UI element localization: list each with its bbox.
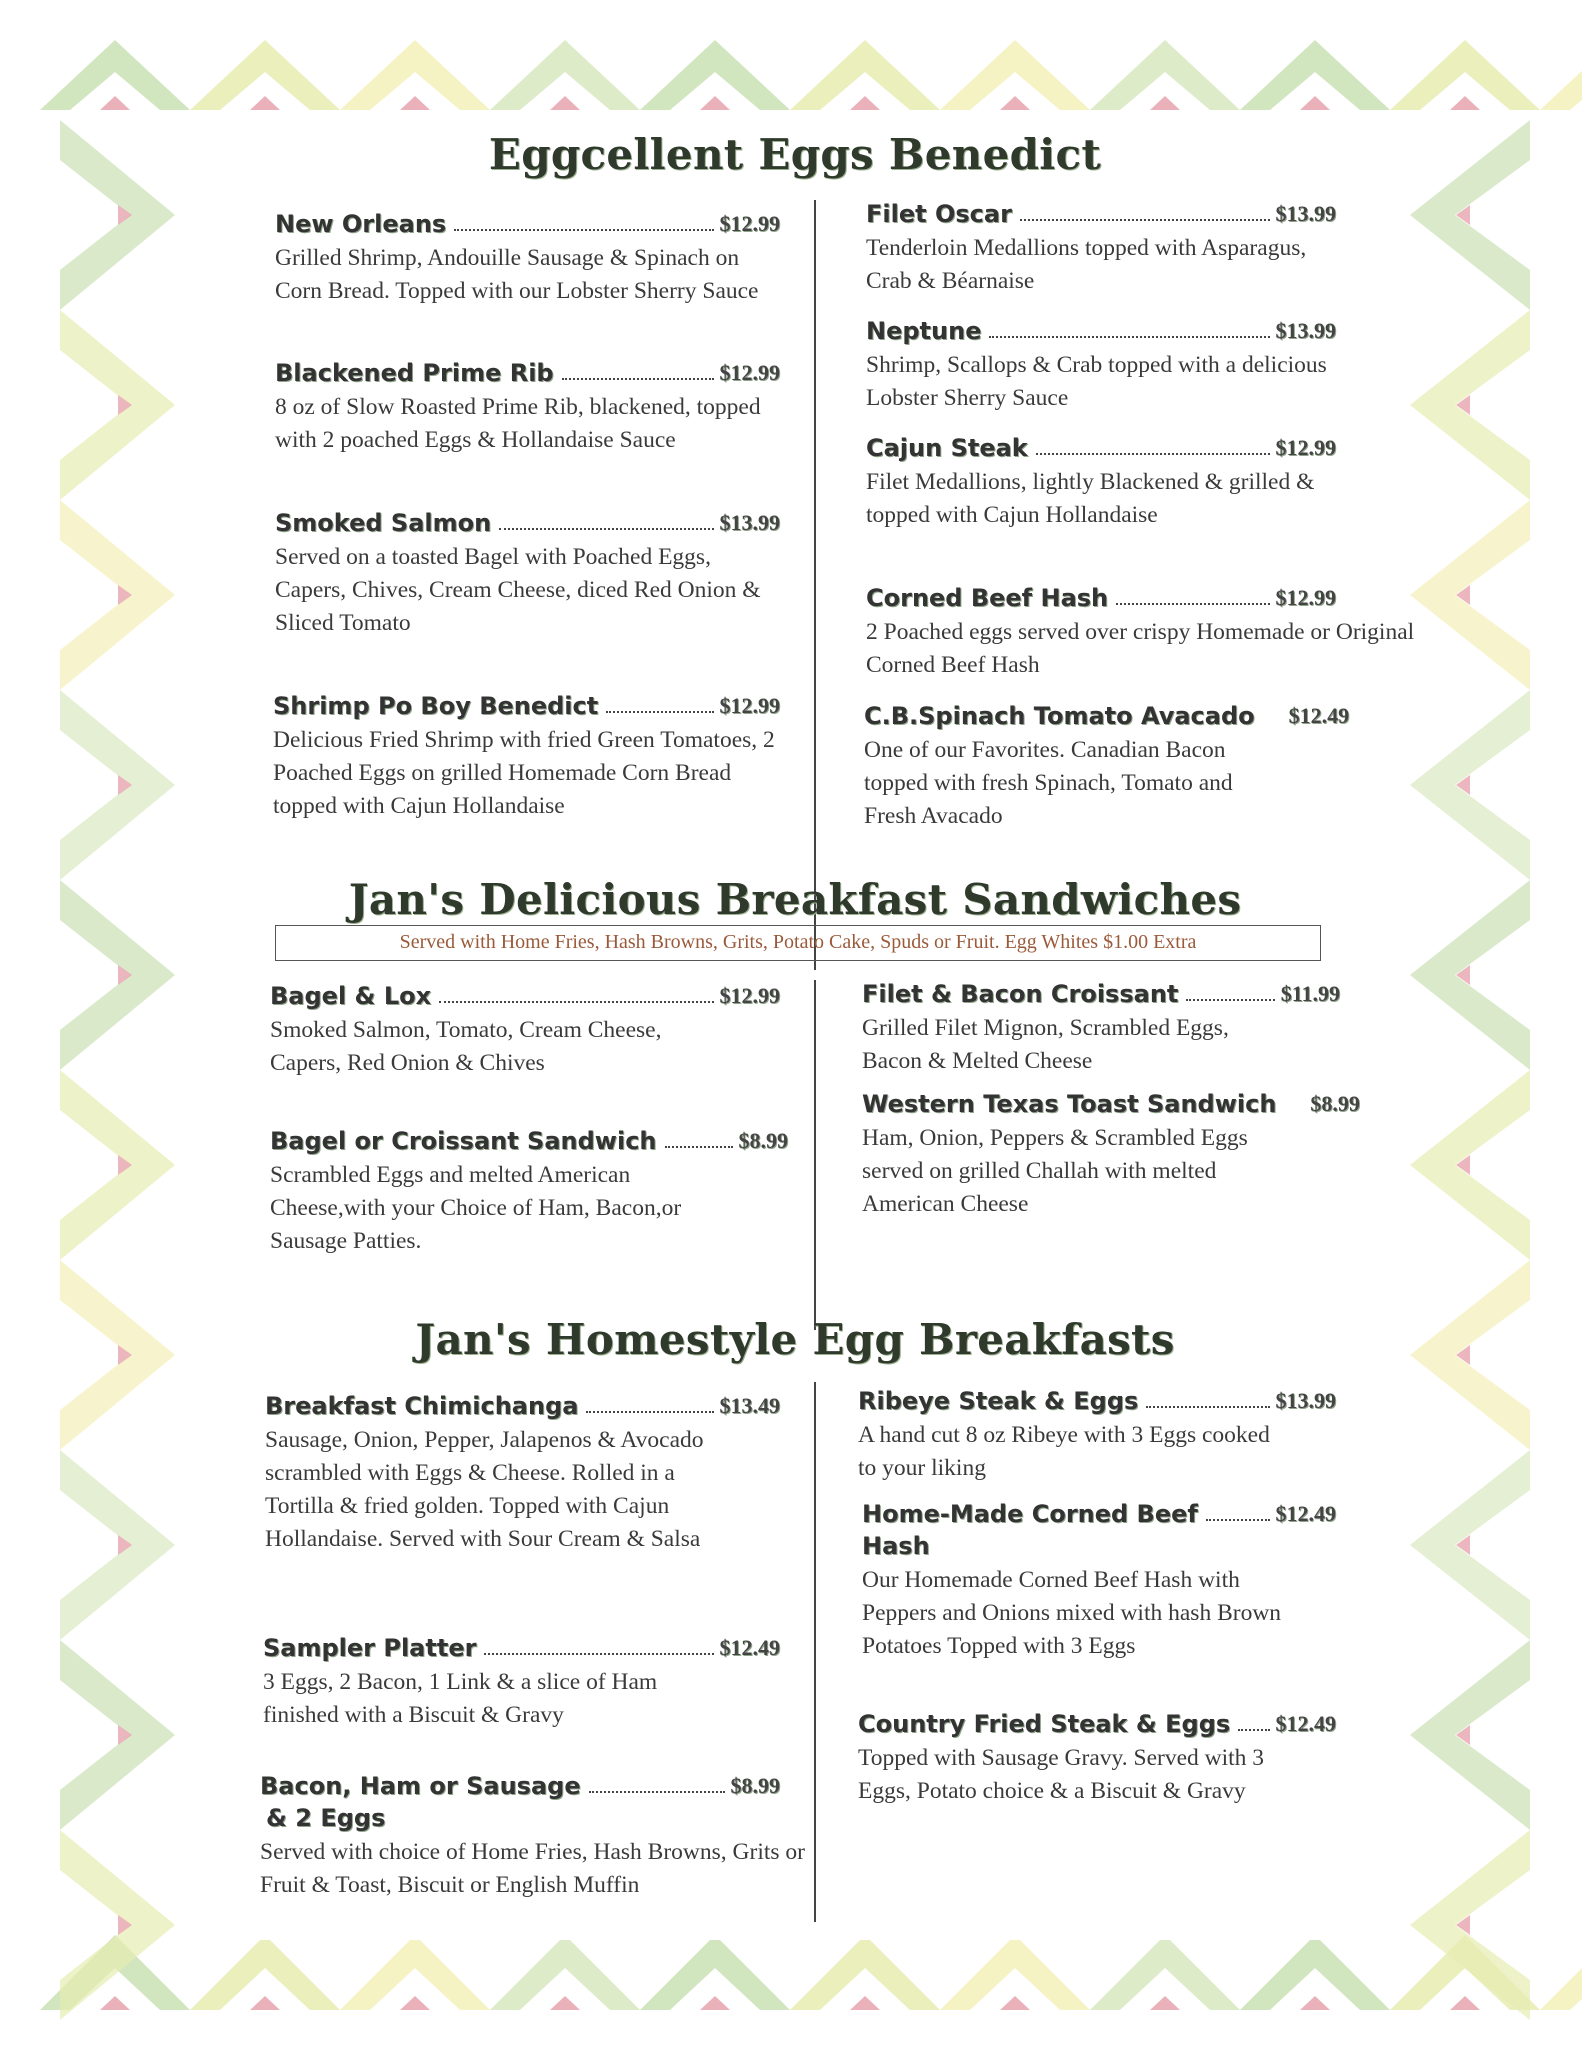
item-description: Grilled Filet Mignon, Scrambled Eggs, Bacon & Melted Cheese bbox=[862, 1015, 1229, 1074]
section-title-eggs-benedict: Eggcellent Eggs Benedict bbox=[488, 130, 1102, 179]
menu-item bbox=[864, 700, 1350, 833]
menu-item bbox=[270, 1125, 788, 1258]
leader-dots bbox=[1020, 219, 1270, 221]
item-name: Country Fried Steak & Eggs bbox=[858, 1710, 1231, 1738]
menu-item bbox=[270, 980, 780, 1080]
item-price: $8.99 bbox=[1310, 1091, 1360, 1116]
item-description: Served with choice of Home Fries, Hash Browns, Grits or Fruit & Toast, Biscuit or English Muffin bbox=[260, 1839, 805, 1898]
item-price: $12.99 bbox=[1275, 585, 1336, 610]
leader-dots bbox=[1206, 1519, 1270, 1521]
item-description: One of our Favorites. Canadian Bacon topped with fresh Spinach, Tomato and Fresh Avacado bbox=[864, 737, 1233, 829]
menu-item bbox=[275, 357, 780, 457]
item-description: Filet Medallions, lightly Blackened & grilled & topped with Cajun Hollandaise bbox=[866, 469, 1315, 528]
leader-dots bbox=[1116, 603, 1269, 605]
item-description: Sausage, Onion, Pepper, Jalapenos & Avocado scrambled with Eggs & Cheese. Rolled in a Tortilla & fried golden. Topped with Cajun Hollandaise. Served with Sour Cream & Salsa bbox=[265, 1427, 704, 1552]
menu-item bbox=[273, 690, 780, 823]
item-name: Filet Oscar bbox=[866, 200, 1012, 228]
section-title-homestyle-egg-breakfasts: Jan's Homestyle Egg Breakfasts bbox=[415, 1315, 1175, 1364]
item-description: Grilled Shrimp, Andouille Sausage & Spinach on Corn Bread. Topped with our Lobster Sherry Sauce bbox=[275, 245, 759, 304]
item-price: $12.99 bbox=[1275, 435, 1336, 460]
item-description: Tenderloin Medallions topped with Asparagus, Crab & Béarnaise bbox=[866, 235, 1307, 294]
leader-dots bbox=[606, 711, 713, 713]
item-name: Smoked Salmon bbox=[275, 509, 492, 537]
item-price: $12.49 bbox=[1288, 703, 1350, 728]
item-name: Cajun Steak bbox=[866, 434, 1028, 462]
leader-dots bbox=[586, 1411, 713, 1413]
item-name: Bagel & Lox bbox=[270, 982, 432, 1010]
menu-item bbox=[866, 198, 1336, 298]
item-description: A hand cut 8 oz Ribeye with 3 Eggs cooked to your liking bbox=[858, 1422, 1270, 1481]
item-name: New Orleans bbox=[275, 210, 447, 238]
item-description: Our Homemade Corned Beef Hash with Peppers and Onions mixed with hash Brown Potatoes Topped with 3 Eggs bbox=[862, 1567, 1282, 1659]
item-price: $13.49 bbox=[719, 1393, 780, 1418]
menu-item bbox=[263, 1632, 780, 1732]
item-price: $13.99 bbox=[1275, 1388, 1336, 1413]
item-description: 8 oz of Slow Roasted Prime Rib, blackened, topped with 2 poached Eggs & Hollandaise Sauce bbox=[275, 394, 761, 453]
item-price: $13.99 bbox=[719, 510, 780, 535]
item-name: Breakfast Chimichanga bbox=[265, 1392, 579, 1420]
item-price: $13.99 bbox=[1275, 201, 1336, 226]
menu-item bbox=[275, 507, 780, 640]
leader-dots bbox=[989, 336, 1269, 338]
leader-dots bbox=[1186, 999, 1274, 1001]
menu-item bbox=[260, 1770, 805, 1902]
menu-item bbox=[858, 1708, 1336, 1808]
item-name-line2: & 2 Eggs bbox=[266, 1804, 386, 1832]
item-name: Corned Beef Hash bbox=[866, 584, 1109, 612]
item-price: $12.49 bbox=[1275, 1711, 1336, 1736]
menu-item bbox=[862, 1088, 1360, 1221]
menu-item bbox=[866, 582, 1415, 682]
item-name-line2: Hash bbox=[862, 1532, 930, 1560]
column-divider bbox=[814, 200, 816, 970]
item-name: Ribeye Steak & Eggs bbox=[858, 1387, 1139, 1415]
item-price: $12.99 bbox=[719, 693, 780, 718]
sides-note: Served with Home Fries, Hash Browns, Grits, Potato Cake, Spuds or Fruit. Egg Whites $1.00 Extra bbox=[275, 925, 1321, 961]
item-name: Bacon, Ham or Sausage bbox=[260, 1772, 581, 1800]
section-title-breakfast-sandwiches: Jan's Delicious Breakfast Sandwiches bbox=[348, 875, 1242, 924]
menu-item bbox=[275, 208, 780, 308]
item-description: Topped with Sausage Gravy. Served with 3 Eggs, Potato choice & a Biscuit & Gravy bbox=[858, 1745, 1265, 1804]
column-divider bbox=[814, 980, 816, 1330]
leader-dots bbox=[454, 229, 713, 231]
item-price: $8.99 bbox=[730, 1773, 780, 1798]
menu-item bbox=[265, 1390, 780, 1556]
menu-item bbox=[866, 432, 1336, 532]
item-price: $12.99 bbox=[719, 983, 780, 1008]
leader-dots bbox=[665, 1146, 733, 1148]
item-name: Home-Made Corned Beef bbox=[862, 1500, 1198, 1528]
leader-dots bbox=[484, 1653, 713, 1655]
item-description: Served on a toasted Bagel with Poached Eggs, Capers, Chives, Cream Cheese, diced Red Onion & Sliced Tomato bbox=[275, 544, 761, 636]
leader-dots bbox=[499, 528, 713, 530]
item-price: $13.99 bbox=[1275, 318, 1336, 343]
item-description: Delicious Fried Shrimp with fried Green Tomatoes, 2 Poached Eggs on grilled Homemade Corn Bread topped with Cajun Hollandaise bbox=[273, 727, 775, 819]
item-price: $12.49 bbox=[719, 1635, 780, 1660]
item-name: Bagel or Croissant Sandwich bbox=[270, 1127, 657, 1155]
menu-page bbox=[230, 120, 1415, 1940]
item-name: Shrimp Po Boy Benedict bbox=[273, 692, 599, 720]
item-description: Scrambled Eggs and melted American Cheese,with your Choice of Ham, Bacon,or Sausage Patties. bbox=[270, 1162, 682, 1254]
leader-dots bbox=[562, 378, 714, 380]
item-name: Western Texas Toast Sandwich bbox=[862, 1090, 1277, 1118]
item-price: $8.99 bbox=[738, 1128, 788, 1153]
leader-dots bbox=[1238, 1729, 1269, 1731]
menu-item bbox=[862, 1498, 1336, 1663]
item-description: Smoked Salmon, Tomato, Cream Cheese, Capers, Red Onion & Chives bbox=[270, 1017, 662, 1076]
item-description: Ham, Onion, Peppers & Scrambled Eggs served on grilled Challah with melted American Cheese bbox=[862, 1125, 1248, 1217]
leader-dots bbox=[1036, 453, 1270, 455]
item-name: Neptune bbox=[866, 317, 982, 345]
item-description: Shrimp, Scallops & Crab topped with a delicious Lobster Sherry Sauce bbox=[866, 352, 1327, 411]
leader-dots bbox=[1146, 1406, 1269, 1408]
leader-dots bbox=[589, 1791, 725, 1793]
item-description: 2 Poached eggs served over crispy Homemade or Original Corned Beef Hash bbox=[866, 619, 1415, 678]
item-description: 3 Eggs, 2 Bacon, 1 Link & a slice of Ham finished with a Biscuit & Gravy bbox=[263, 1669, 658, 1728]
item-price: $12.99 bbox=[719, 211, 780, 236]
leader-dots bbox=[439, 1001, 713, 1003]
menu-item bbox=[862, 978, 1340, 1078]
item-name: Filet & Bacon Croissant bbox=[862, 980, 1179, 1008]
menu-item bbox=[858, 1385, 1336, 1485]
item-price: $12.99 bbox=[719, 360, 780, 385]
item-price: $11.99 bbox=[1280, 981, 1340, 1006]
item-name: Sampler Platter bbox=[263, 1634, 477, 1662]
item-name: C.B.Spinach Tomato Avacado bbox=[864, 702, 1255, 730]
menu-item bbox=[866, 315, 1336, 415]
item-price: $12.49 bbox=[1275, 1501, 1336, 1526]
item-name: Blackened Prime Rib bbox=[275, 359, 554, 387]
